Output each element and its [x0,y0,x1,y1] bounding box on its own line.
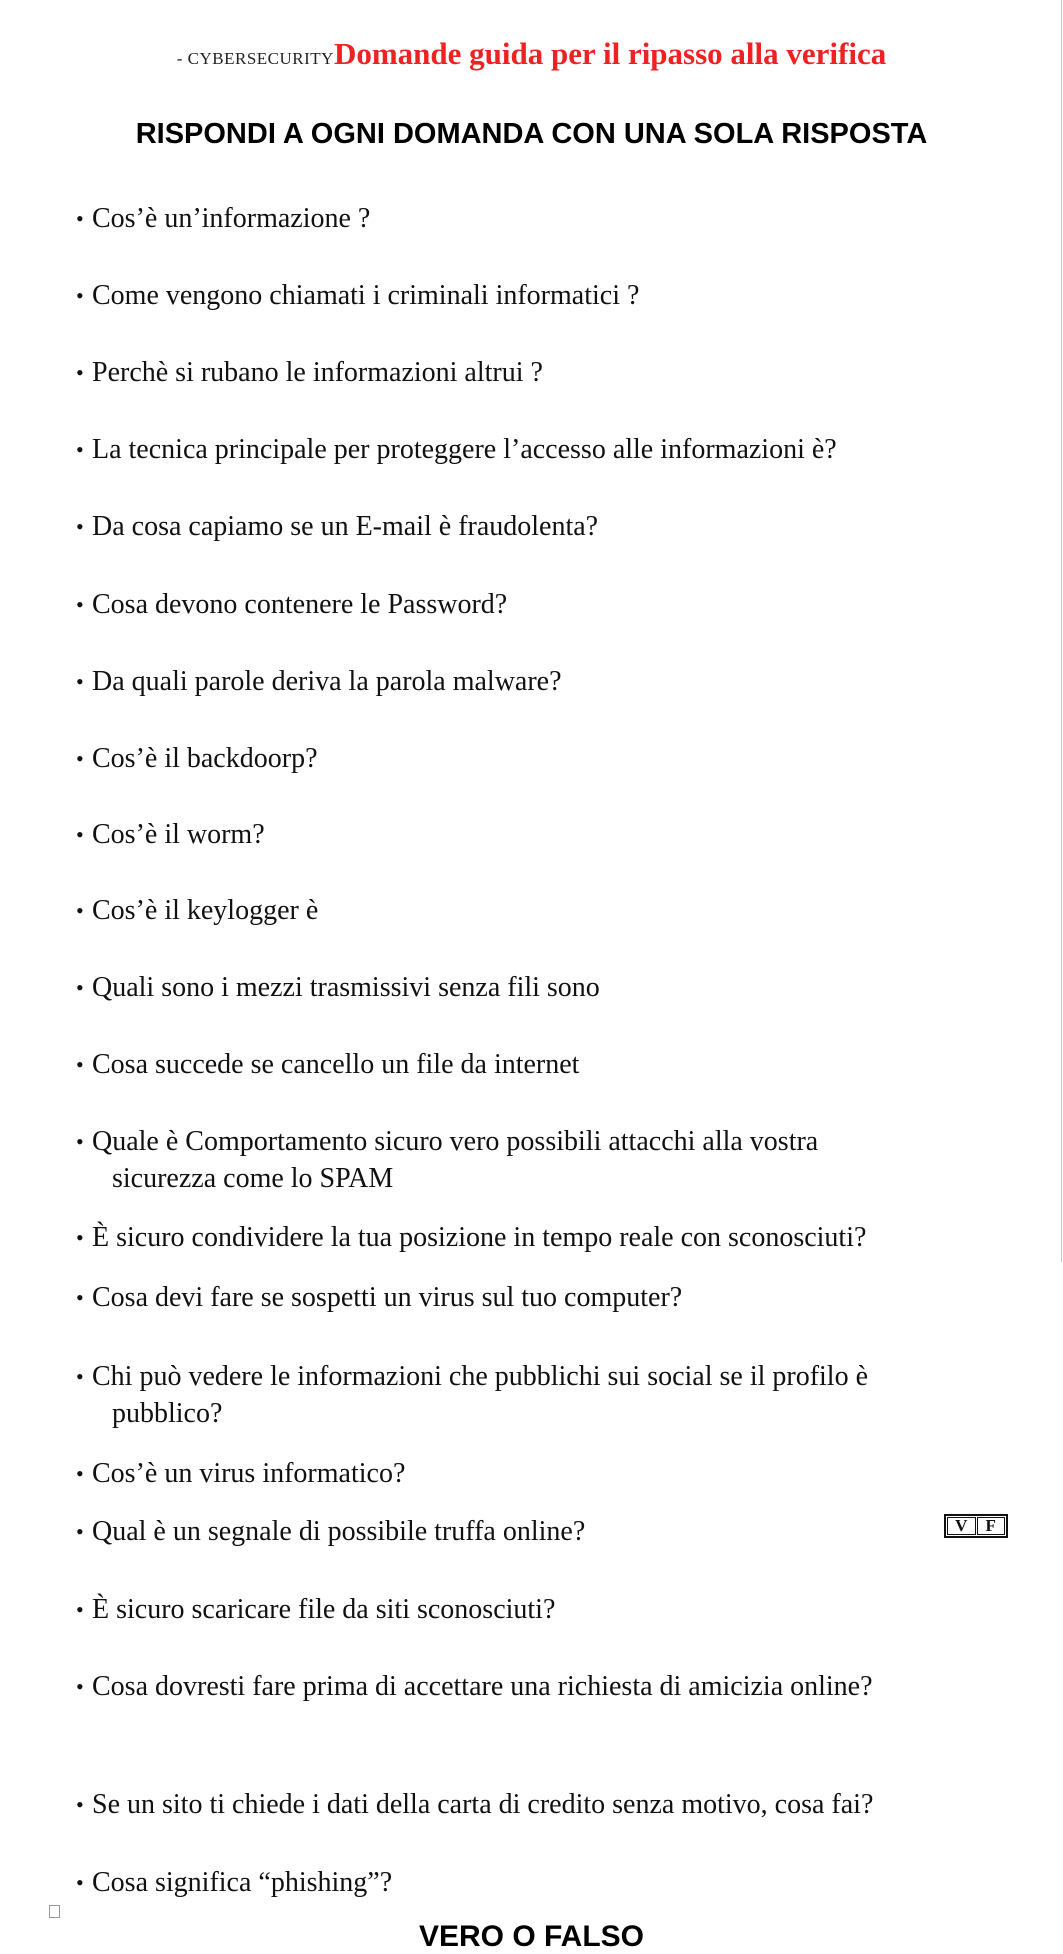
bullet: • [76,1792,84,1817]
question-item [76,1219,1006,1256]
question-text: È sicuro condividere la tua posizione in tempo reale con sconosciuti? [92,1222,867,1253]
question-item [76,1864,1006,1901]
header [0,36,1063,72]
question-text: Cos’è il worm? [92,819,265,850]
question-item [76,1668,1006,1705]
section-title: VERO O FALSO [418,1920,645,1953]
question-item [76,663,1006,700]
bullet: • [76,1129,84,1154]
question-text: Cosa dovresti fare prima di accettare una richiesta di amicizia online? [92,1671,873,1702]
question-item [76,277,1006,314]
bullet: • [76,514,84,539]
question-text: È sicuro scaricare file da siti sconosciuti? [92,1594,556,1625]
bullet: • [76,746,84,771]
question-item [76,892,1006,929]
bullet: • [76,1870,84,1895]
bullet: • [76,1461,84,1486]
question-item [76,1046,1006,1083]
question-item [76,1591,1006,1628]
bullet: • [76,1052,84,1077]
question-item [76,969,1006,1006]
question-item [76,1279,1006,1316]
question-text: Cos’è il keylogger è [92,895,319,926]
question-item [76,816,1006,853]
question-text: Qual è un segnale di possibile truffa online? [92,1516,586,1547]
bullet: • [76,1597,84,1622]
bullet: • [76,283,84,308]
question-text: Chi può vedere le informazioni che pubblichi sui social se il profilo è pubblico? [92,1361,869,1429]
question-item [76,1455,1006,1492]
bullet: • [76,1225,84,1250]
question-item [76,1513,1006,1550]
page-title: Domande guida per il ripasso alla verifica [333,36,887,71]
question-text: Cosa succede se cancello un file da internet [92,1049,580,1080]
question-text: La tecnica principale per proteggere l’accesso alle informazioni è? [92,434,837,465]
question-text: Da cosa capiamo se un E-mail è fraudolenta? [92,511,599,542]
question-text: Perchè si rubano le informazioni altrui ? [92,357,543,388]
bullet: • [76,1364,84,1389]
page-edge-rule [1061,0,1062,1262]
bullet: • [76,360,84,385]
bullet: • [76,1674,84,1699]
question-item [76,431,1006,468]
question-text: Cosa significa “phishing”? [92,1867,393,1898]
placeholder-square-icon [49,1905,60,1918]
bullet: • [76,669,84,694]
question-text: Se un sito ti chiede i dati della carta di credito senza motivo, cosa fai? [92,1789,874,1820]
header-prefix: - CYBERSECURITY [176,49,334,68]
bullet: • [76,975,84,1000]
question-text: Cos’è un’informazione ? [92,203,371,234]
bullet: • [76,1285,84,1310]
bullet: • [76,898,84,923]
true-option[interactable]: V [947,1517,976,1535]
question-item [76,1358,976,1432]
question-text: Cosa devono contenere le Password? [92,589,508,620]
question-item [76,1786,1006,1823]
bullet: • [76,592,84,617]
instruction-heading: RISPONDI A OGNI DOMANDA CON UNA SOLA RISPOSTA [135,118,928,150]
question-item [76,740,1006,777]
question-text: Cosa devi fare se sospetti un virus sul tuo computer? [92,1282,683,1313]
question-item [76,508,1006,545]
question-item [76,586,1006,623]
bullet: • [76,822,84,847]
bullet: • [76,1519,84,1544]
question-item [76,354,1006,391]
question-text: Come vengono chiamati i criminali informatici ? [92,280,640,311]
question-item [76,1123,926,1197]
question-text: Quali sono i mezzi trasmissivi senza fili sono [92,972,600,1003]
question-text: Quale è Comportamento sicuro vero possibili attacchi alla vostra sicurezza come lo SPAM [92,1126,819,1194]
bullet: • [76,206,84,231]
question-text: Da quali parole deriva la parola malware? [92,666,562,697]
question-text: Cos’è un virus informatico? [92,1458,406,1489]
question-item [76,200,1006,237]
true-false-box[interactable] [944,1514,1008,1538]
question-text: Cos’è il backdoorp? [92,743,318,774]
bullet: • [76,437,84,462]
false-option[interactable]: F [977,1517,1006,1535]
